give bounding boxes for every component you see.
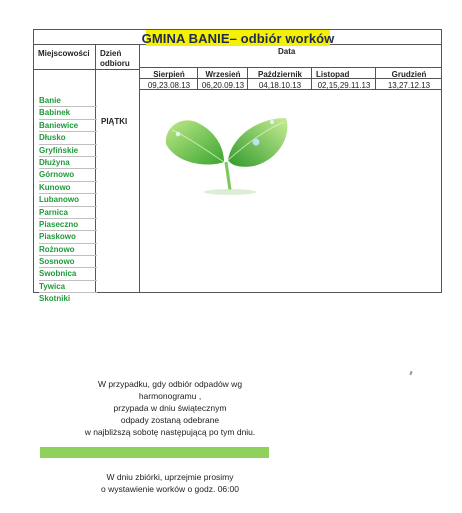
- month-sierpien: Sierpień: [153, 70, 185, 79]
- village-piaskowo: Piaskowo: [39, 231, 97, 243]
- month-grudzien: Grudzień: [391, 70, 427, 79]
- collection-note-line1: W dniu zbiórki, uprzejmie prosimy: [106, 472, 234, 482]
- holiday-note-line4: odpady zostaną odebrane: [120, 415, 220, 425]
- holiday-note-line1: W przypadku, gdy odbiór odpadów wg: [97, 379, 243, 389]
- village-kunowo: Kunowo: [39, 182, 97, 194]
- dates-listopad: 02,15,29.11.13: [317, 81, 371, 90]
- dates-grudzien: 13,27.12.13: [387, 81, 431, 90]
- village-piaseczno: Piaseczno: [39, 219, 97, 231]
- dates-sierpien: 09,23.08.13: [147, 81, 191, 90]
- dates-wrzesien: 06,20.09.13: [201, 81, 245, 90]
- village-skotniki: Skotniki: [39, 294, 71, 304]
- header-miejscowosci: Miejscowości: [38, 49, 90, 58]
- village-lubanowo: Lubanowo: [39, 194, 97, 206]
- header-dzien-line1: Dzień: [100, 49, 122, 58]
- month-wrzesien: Wrzesień: [205, 70, 241, 79]
- village-banie: Banie: [39, 95, 97, 107]
- header-dzien-line2: odbioru: [100, 59, 130, 68]
- village-swobnica: Swobnica: [39, 268, 97, 280]
- village-dlusko: Dłusko: [39, 132, 97, 144]
- month-row-top: [139, 67, 442, 68]
- dates-pazdziernik: 04,18.10.13: [258, 81, 302, 90]
- village-list: [39, 95, 97, 305]
- sprout-icon: [160, 110, 300, 200]
- pickup-day: PIĄTKI: [101, 117, 128, 126]
- village-roznowo: Rożnowo: [39, 244, 97, 256]
- village-babinek: Babinek: [39, 107, 97, 119]
- village-gornowo: Górnowo: [39, 169, 97, 181]
- village-dluzyna: Dłużyna: [39, 157, 97, 169]
- collection-note: [40, 471, 300, 495]
- village-baniewice: Baniewice: [39, 120, 97, 132]
- holiday-note-line5: w najbliższą sobotę następującą po tym dniu.: [84, 427, 256, 437]
- village-sosnowo: Sosnowo: [39, 256, 97, 268]
- holiday-note-line2: harmonogramu ,: [138, 391, 202, 401]
- holiday-note-line3: przypada w dniu świątecznym: [113, 403, 227, 413]
- table-border-right: [441, 29, 442, 293]
- scan-mark: [409, 371, 412, 375]
- green-divider: [40, 447, 269, 458]
- header-data: Data: [278, 47, 296, 56]
- month-listopad: Listopad: [316, 70, 350, 79]
- village-tywica: Tywica: [39, 281, 97, 293]
- page-title: GMINA BANIE– odbiór worków: [141, 30, 335, 46]
- village-gryfinskie: Gryfińskie: [39, 145, 97, 157]
- holiday-note: [40, 378, 300, 438]
- village-parnica: Parnica: [39, 207, 97, 219]
- month-pazdziernik: Październik: [257, 70, 302, 79]
- collection-note-line2: o wystawienie worków o godz. 06:00: [101, 484, 239, 494]
- header-row-bottom: [33, 69, 139, 70]
